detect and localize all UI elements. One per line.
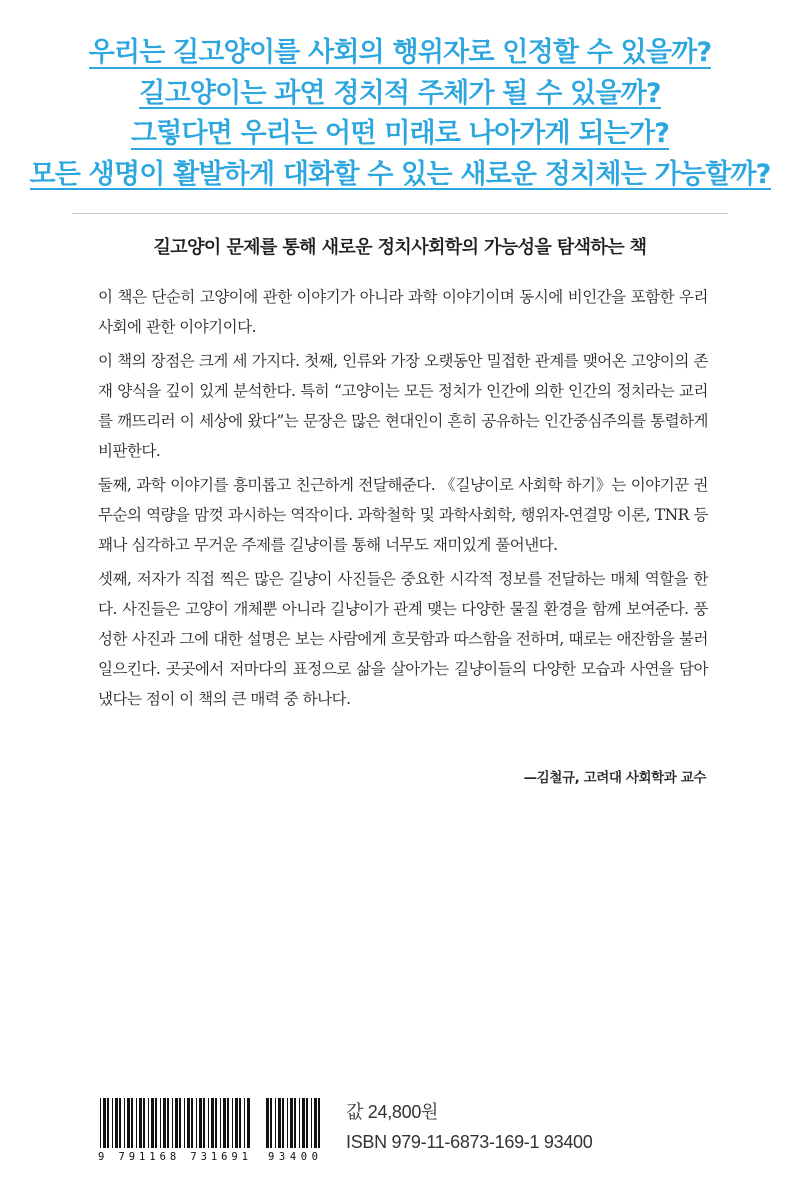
barcode-bar bbox=[278, 1098, 281, 1148]
question-text: 모든 생명이 활발하게 대화할 수 있는 새로운 정치체는 가능할까? bbox=[29, 158, 771, 190]
barcode-bar bbox=[223, 1098, 226, 1148]
barcode-bar bbox=[199, 1098, 202, 1148]
price: 값 24,800원 bbox=[346, 1102, 439, 1122]
isbn-number: ISBN 979-11-6873-169-1 93400 bbox=[346, 1132, 593, 1152]
barcode-bar bbox=[196, 1098, 197, 1148]
barcode-bar bbox=[211, 1098, 214, 1148]
barcode-bar bbox=[203, 1098, 205, 1148]
subtitle: 길고양이 문제를 통해 새로운 정치사회학의 가능성을 탐색하는 책 bbox=[153, 237, 647, 258]
barcode-bar bbox=[124, 1098, 125, 1148]
barcode-bar bbox=[318, 1098, 320, 1148]
barcode-bar bbox=[187, 1098, 190, 1148]
attribution: —김철규, 고려대 사회학과 교수 bbox=[523, 770, 706, 786]
barcode-bar bbox=[239, 1098, 241, 1148]
question-line bbox=[0, 156, 800, 193]
barcode-bar bbox=[167, 1098, 169, 1148]
barcode-bar bbox=[119, 1098, 121, 1148]
barcode-bar bbox=[179, 1098, 181, 1148]
barcode-bar bbox=[314, 1098, 317, 1148]
paragraph: 이 책은 단순히 고양이에 관한 이야기가 아니라 과학 이야기이며 동시에 비인간을 포함한 우리 사회에 관한 이야기이다. bbox=[98, 288, 708, 336]
barcode-bar bbox=[151, 1098, 154, 1148]
barcode-image bbox=[96, 1096, 336, 1162]
barcode-bar bbox=[143, 1098, 145, 1148]
barcode-bar bbox=[107, 1098, 109, 1148]
barcode-bar bbox=[306, 1098, 308, 1148]
barcode-bar bbox=[155, 1098, 157, 1148]
headline-questions bbox=[0, 34, 800, 196]
section-divider bbox=[72, 213, 728, 214]
barcode-bar bbox=[163, 1098, 166, 1148]
barcode-bar bbox=[311, 1098, 312, 1148]
barcode-bar bbox=[287, 1098, 288, 1148]
barcode-bar bbox=[275, 1098, 276, 1148]
barcode-bar bbox=[100, 1098, 101, 1148]
question-line bbox=[0, 115, 800, 152]
paragraph: 셋째, 저자가 직접 찍은 많은 길냥이 사진들은 중요한 시각적 정보를 전달하는 매체 역할을 한다. 사진들은 고양이 개체뿐 아니라 길냥이가 관계 맺는 다양한 물질 환경을 함께 보여준다. 풍성한 사진과 그에 대한 설명은 보는 사람에게 흐뭇함과 따스함을 전하며, 때로는 애잔함을 불러일으킨다. 곳곳에서 저마다의 표정으로 삶을 살아가는 길냥이들의 다양한 모습과 사연을 담아냈다는 점이 이 책의 큰 매력 중 하나다. bbox=[98, 570, 708, 708]
price-block bbox=[346, 1097, 666, 1157]
barcode-bar bbox=[220, 1098, 221, 1148]
barcode-bar bbox=[115, 1098, 118, 1148]
question-line bbox=[0, 75, 800, 112]
barcode-bar bbox=[302, 1098, 305, 1148]
barcode-bar bbox=[172, 1098, 173, 1148]
review-body bbox=[98, 282, 708, 718]
paragraph: 이 책의 장점은 크게 세 가지다. 첫째, 인류와 가장 오랫동안 밀접한 관계를 맺어온 고양이의 존재 양식을 깊이 있게 분석한다. 특히 “고양이는 모든 정치가 인간에 의한 인간의 정치라는 교리를 깨뜨리러 이 세상에 왔다”는 문장은 많은 현대인이 흔히 공유하는 인간중심주의를 통렬하게 비판한다. bbox=[98, 352, 708, 460]
question-line bbox=[0, 34, 800, 71]
barcode-main-digits: 9 791168 731691 bbox=[98, 1151, 248, 1162]
barcode-bar bbox=[299, 1098, 300, 1148]
barcode-bar bbox=[232, 1098, 233, 1148]
barcode-bar bbox=[139, 1098, 142, 1148]
barcode-bar bbox=[160, 1098, 161, 1148]
barcode-bar bbox=[103, 1098, 106, 1148]
paragraph: 둘째, 과학 이야기를 흥미롭고 친근하게 전달해준다. 《길냥이로 사회학 하기》는 이야기꾼 권무순의 역량을 맘껏 과시하는 역작이다. 과학철학 및 과학사회학, 행위자-연결망 이론, TNR 등 꽤나 심각하고 무거운 주제를 길냥이를 통해 너무도 재미있게 풀어낸다. bbox=[98, 476, 708, 554]
isbn-barcode bbox=[96, 1096, 336, 1162]
barcode-addon-digits: 93400 bbox=[268, 1151, 318, 1162]
question-text: 길고양이는 과연 정치적 주체가 될 수 있을까? bbox=[139, 77, 661, 109]
barcode-bars bbox=[100, 1098, 250, 1148]
barcode-bar bbox=[131, 1098, 133, 1148]
barcode-bar bbox=[208, 1098, 209, 1148]
barcode-bar bbox=[270, 1098, 272, 1148]
barcode-bar bbox=[175, 1098, 178, 1148]
barcode-bar bbox=[127, 1098, 130, 1148]
barcode-bar bbox=[244, 1098, 245, 1148]
barcode-bar bbox=[112, 1098, 113, 1148]
barcode-bar bbox=[294, 1098, 296, 1148]
barcode-bar bbox=[247, 1098, 250, 1148]
barcode-bar bbox=[148, 1098, 149, 1148]
barcode-bar bbox=[266, 1098, 269, 1148]
barcode-bar bbox=[290, 1098, 293, 1148]
barcode-bar bbox=[282, 1098, 284, 1148]
question-text: 우리는 길고양이를 사회의 행위자로 인정할 수 있을까? bbox=[88, 37, 712, 68]
question-text: 그렇다면 우리는 어떤 미래로 나아가게 되는가? bbox=[130, 118, 670, 149]
barcode-bar bbox=[215, 1098, 217, 1148]
barcode-bar bbox=[235, 1098, 238, 1148]
barcode-bar bbox=[136, 1098, 137, 1148]
barcode-bar bbox=[184, 1098, 185, 1148]
barcode-addon-bars bbox=[266, 1098, 320, 1148]
barcode-bar bbox=[191, 1098, 193, 1148]
barcode-bar bbox=[227, 1098, 229, 1148]
